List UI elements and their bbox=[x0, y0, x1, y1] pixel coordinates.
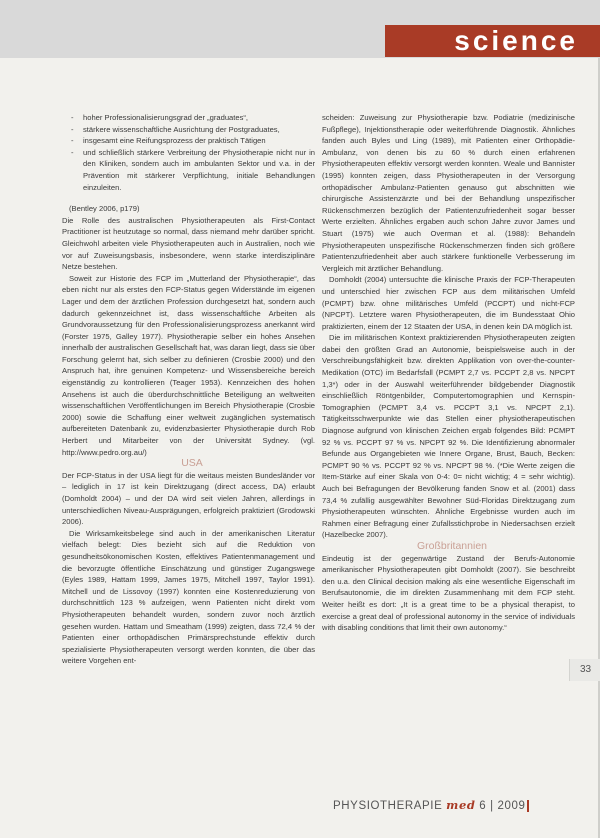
paragraph: Eindeutig ist der gegenwärtige Zustand der Berufs-Autonomie amerikanischer Physiotherapeuten gibt Domholdt (2007). Sie beschreibt den u.a. den Clinical decision making als eine wesentliche Eigenschaft im Berufsautonomie, die im direkten Zusammenhang mit dem FCP steht. Weiter heißt es dort: „It is a great time to be a physical therapist, to exercise a great deal of professional autonomy in the service of individuals with disabling conditions that limit their own autonomy.“ bbox=[322, 553, 575, 633]
journal-logo-med: med bbox=[446, 798, 476, 812]
list-item: - und schließlich stärkere Verbreitung der Physiotherapie nicht nur in den Kliniken, sondern auch im ambulanten Sektor und v.a. in der Prävention mit stärkerer Verpflichtung, initiale Behandlungen einzuleiten. bbox=[74, 147, 315, 193]
footer bbox=[333, 798, 593, 812]
paragraph: Domholdt (2004) untersuchte die klinische Praxis der FCP-Therapeuten und unterschied hier zwischen FCP aus dem militärischen Umfeld (PCMPT) bzw. ohne militärisches Umfeld (PCCPT) und nicht-FCP (NPCPT). Letztere waren Physiotherapeuten, die im Bundesstaat Ohio praktizierten, einem der 12 Staaten der USA, in denen kein DA möglich ist. bbox=[322, 275, 575, 331]
paragraph: Soweit zur Historie des FCP im „Mutterland der Physiotherapie“, das eben nicht nur als erstes den FCP-Status gegen Widerstände im eigenen Lager und dem der ärztlichen Profession durchgesetzt hat, sondern auch dadurch gekennzeichnet ist, dass wissenschaftliche Arbeiten als Grundvoraussetzung für den Professionalisierungsprozess anerkannt wird (Forster 1975, Galley 1977). Physiotherapie selber ein hohes Ansehen innerhalb der australischen Gesellschaft hat, was daran liegt, dass sie über Forschung gelernt hat, sich selber zu definieren (Crosbie 2000) und den Anspruch hat, ihre genuinen Kompetenz- und Wissensbereiche bereich eigenständig zu kontrollieren (Teager 1953). Kennzeichen des hohen Ansehens ist auch die überdurchschnittliche Beteiligung an weltweiten wissenschaftlichen Veröffentlichungen im Bereich Physiotherapie (Crosbie 2000) sowie die Schaffung einer weltweit zugänglichen systematisch aufbereiteten Datenbank zu, evidenzbasierter Physiotherapie durch Rob Herbert und Mitarbeiter von der Universität Sydney. (vgl. http://www.pedro.org.au/) bbox=[62, 273, 315, 457]
section-heading-gb: Großbritannien bbox=[416, 539, 488, 552]
paragraph: Die im militärischen Kontext praktizierenden Physiotherapeuten zeigten dabei den größten Grad an Autonomie, beispielsweise auch in der Verschreibungsfähigkeit bzw. direkten Applikation von over-the-counter-Medikation (OTC) im Bedarfsfall (PCMPT 2,7 vs. PCCPT 2,8 vs. NPCPT 1,3*) oder in der Auswahl weiterführender bildgebender Diagnostik einschließlich Röntgenbilder, Computertomographien und Kernspin-Tomographien (PCMPT 3,4 vs. PCCPT 3,1 vs. NPCPT 2,1). Tätigkeitsschwerpunkte wie das Stellen einer physiotherapeutischen Diagnose aufgrund von klinischen Zeichen ergab folgendes Bild: PCMPT 92 % vs. PCCPT 97 % vs. NPCPT 92 %. Die Identifizierung abnormaler Befunde aus Organgebieten wie Innere Organe, Brust, Bauch, Becken: PCMPT 90 % vs. PCCPT 92 % vs. NPCPT 98 %. (*Die Werte zeigen die Item-Stärke auf einer Skala von 0-4: 0= nicht wichtig; 4 = sehr wichtig). Auch bei Befragungen der Bevölkerung fanden Snow et al. (2001) dass 73,4 % zufällig ausgewählter Bewohner Süd-Floridas Direktzugang zum Physiotherapeuten wünschten. Ähnliche Ergebnisse wurden auch im Rahmen einer Befragung einer Zufallsstichprobe in Niedersachsen erzielt (Hazelbecke 2007). bbox=[322, 333, 575, 540]
left-column bbox=[62, 112, 315, 667]
bullet-list bbox=[62, 112, 315, 193]
list-item: - hoher Professionalisierungsgrad der „graduates“, bbox=[74, 112, 315, 124]
paragraph: Die Rolle des australischen Physiotherapeuten als First-Contact Practitioner ist heutzutage so normal, dass niemand mehr darüber spricht. Gleichwohl arbeiten viele Physiotherapeuten auch in Australien, noch wie vor auf Zuweisungsbasis, insbesondere, wenn starke interdisziplinäre Netze bestehen. bbox=[62, 215, 315, 272]
list-item: - stärkere wissenschaftliche Ausrichtung der Postgraduates, bbox=[74, 124, 315, 136]
footer-bar bbox=[527, 800, 529, 812]
section-heading-usa: USA bbox=[181, 457, 203, 470]
right-column bbox=[322, 112, 575, 634]
page-number: 33 bbox=[569, 659, 600, 681]
citation: (Bentley 2006, p179) bbox=[69, 204, 140, 214]
paragraph: scheiden: Zuweisung zur Physiotherapie bzw. Podiatrie (medizinische Fußpflege), Injektionstherapie oder weiterführende Diagnostik. Ähnliches fanden auch Byles und Ling (1989), mit Patienten einer Orthopädie-Ambulanz, von denen bis zu 60 % durch einen erfahrenen Physiotherapeuten effektiv versorgt werden konnten. Weale und Bannister (1995) konnten zeigen, dass Physiotherapeuten in der Versorgung orthopädischer Ambulanz-Patienten genauso gut abschnitten wie chirurgische Assistenzärzte und bei der Behandlung unspezifischer Rückenschmerzen bezüglich der Patientenzufriedenheit sogar besser Werte erzielten. Ähnliches ergaben auch schon Jahre zuvor James und Stuart (1975) wie auch Overman et al. (1988): Behandeln Physiotherapeuten unspezifische Rückenschmerzen finden sich größere Patientenzufriedenheit aber auch stärkere funktionelle Verbesserung im Vergleich mit ärztlicher Behandlung. bbox=[322, 113, 575, 273]
journal-name: PHYSIOTHERAPIE bbox=[333, 800, 443, 812]
issue-number: 6 | 2009 bbox=[479, 800, 526, 812]
section-label: science bbox=[385, 25, 600, 57]
paragraph: Der FCP-Status in der USA liegt für die weitaus meisten Bundesländer vor – lediglich in 17 ist kein Direktzugang (direct access, DA) erlaubt (Domholdt 2004) – und der DA wird seit vielen Jahren, allerdings in unterschiedlichen Niveau-Ausprägungen, erfolgreich praktiziert (Grodowski 2006). bbox=[62, 470, 315, 527]
list-item: - insgesamt eine Reifungsprozess der praktisch Tätigen bbox=[74, 135, 315, 147]
paragraph: Die Wirksamkeitsbelege sind auch in der amerikanischen Literatur vielfach belegt: Dies bezieht sich auf die Reduktion von gesundheitsökonomischen Kosten, effektives Patientenmanagement und die bevorzugte öffentliche Einschätzung und günstiger Zugangswege (Eyles 1989, Hattam 1999, James 1975, Mitchell 1997, Taylor 1991). Mitchell und de Lissovoy (1997) konnten eine Kostenreduzierung von durchschnittlich 123 % aufzeigen, wenn Patienten nicht direkt vom Physiotherapeuten behandelt wurden, sondern zuvor noch ärztlich gesehen wurden. Hattam und Smeatham (1999) zeigten, dass 72,4 % der Patienten einer orthopädischen Primärsprechstunde effektiv durch spezialisierte Physiotherapeuten versorgt werden konnten, die über das weitere Vorgehen ent- bbox=[62, 528, 315, 666]
